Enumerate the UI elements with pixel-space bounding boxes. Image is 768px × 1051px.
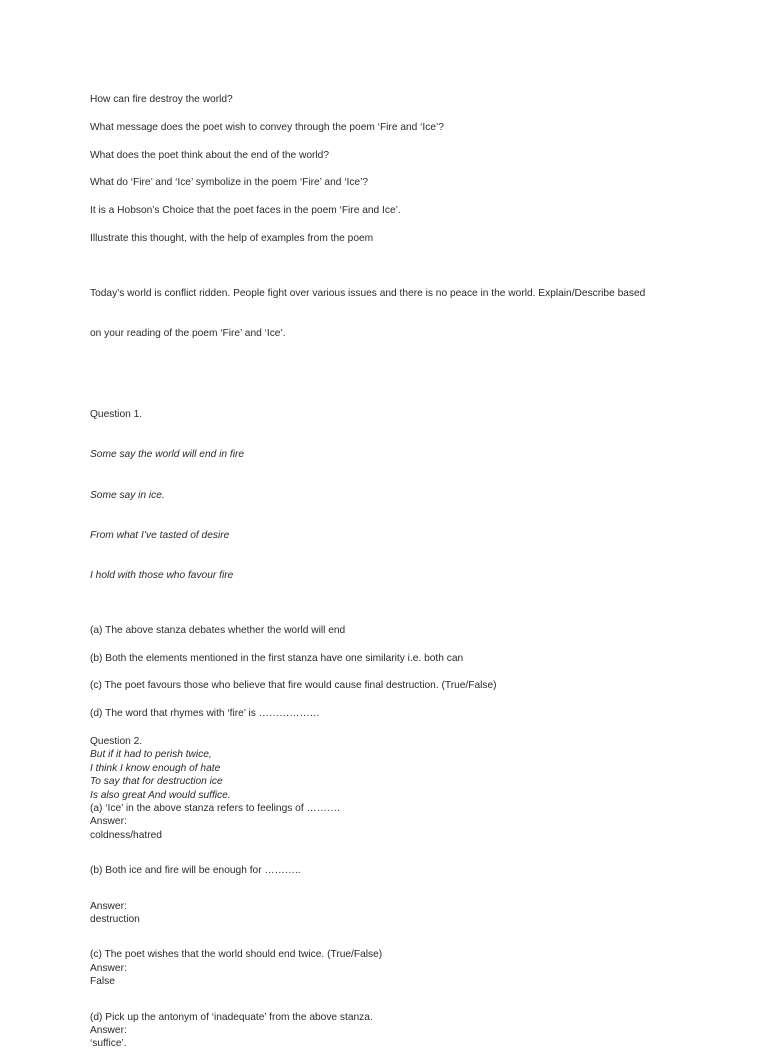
question-2-block [90,735,730,842]
q2d-question: (d) Pick up the antonym of ‘inadequate’ from the above stanza. [90,1011,373,1023]
todays-world-line-2: on your reading of the poem ‘Fire’ and ‘Ice’. [90,327,286,339]
todays-world-paragraph [90,260,730,367]
spacer [90,842,730,864]
question-2-heading: Question 2. [90,735,143,747]
q2b-answer-block [90,900,730,927]
q2d-answer-label: Answer: [90,1025,127,1036]
q1-stanza-line-2: Some say in ice. [90,489,165,501]
q2b-question: (b) Both ice and fire will be enough for ……….. [90,865,301,877]
q2-stanza-line-1: But if it had to perish twice, [90,749,212,761]
question-1-block [90,381,730,609]
q2c-block [90,948,730,988]
q2a-answer-label: Answer: [90,816,127,828]
intro-question-6: Illustrate this thought, with the help of examples from the poem [90,232,374,244]
q2b-answer: destruction [90,913,140,925]
q1-stanza-line-4: I hold with those who favour fire [90,570,234,582]
q2b-answer-label: Answer: [90,900,127,912]
intro-question-4: What do ‘Fire’ and ‘Ice’ symbolize in the poem ‘Fire’ and ‘Ice’? [90,177,369,189]
q2a-answer: coldness/hatred [90,829,162,841]
todays-world-line-1: Today’s world is conflict ridden. People fight over various issues and there is no peace in the world. Explain/Describe based [90,287,646,299]
q2b-block [90,864,730,877]
q2d-block [90,1011,730,1051]
spacer [90,926,730,948]
q1-item-c: (c) The poet favours those who believe that fire would cause final destruction. (True/False) [90,680,497,692]
q2-stanza-line-4: Is also great And would suffice. [90,789,231,801]
q1-item-b: (b) Both the elements mentioned in the first stanza have one similarity i.e. both can [90,652,464,664]
spacer [90,989,730,1011]
spacer [90,878,730,900]
intro-question-1: How can fire destroy the world? [90,94,233,105]
q1-stanza-line-1: Some say the world will end in fire [90,449,245,461]
document-page [90,93,730,1051]
q2c-question: (c) The poet wishes that the world should end twice. (True/False) [90,949,383,961]
q1-item-d: (d) The word that rhymes with ‘fire’ is ……………… [90,708,320,720]
intro-question-5: It is a Hobson’s Choice that the poet faces in the poem ‘Fire and Ice’. [90,205,401,217]
q2-stanza-line-3: To say that for destruction ice [90,776,223,788]
q2c-answer: False [90,976,115,988]
question-1-heading: Question 1. [90,409,143,421]
q1-item-a: (a) The above stanza debates whether the world will end [90,624,346,636]
q2c-answer-label: Answer: [90,962,127,974]
intro-question-2: What message does the poet wish to convey through the poem ‘Fire and ‘Ice’? [90,121,444,133]
q2-stanza-line-2: I think I know enough of hate [90,762,221,774]
q2d-answer: ‘suffice’. [90,1038,127,1050]
q1-stanza-line-3: From what I’ve tasted of desire [90,529,230,541]
q2a-question: (a) ‘Ice’ in the above stanza refers to feelings of ………. [90,802,340,814]
intro-question-3: What does the poet think about the end of the world? [90,149,330,161]
